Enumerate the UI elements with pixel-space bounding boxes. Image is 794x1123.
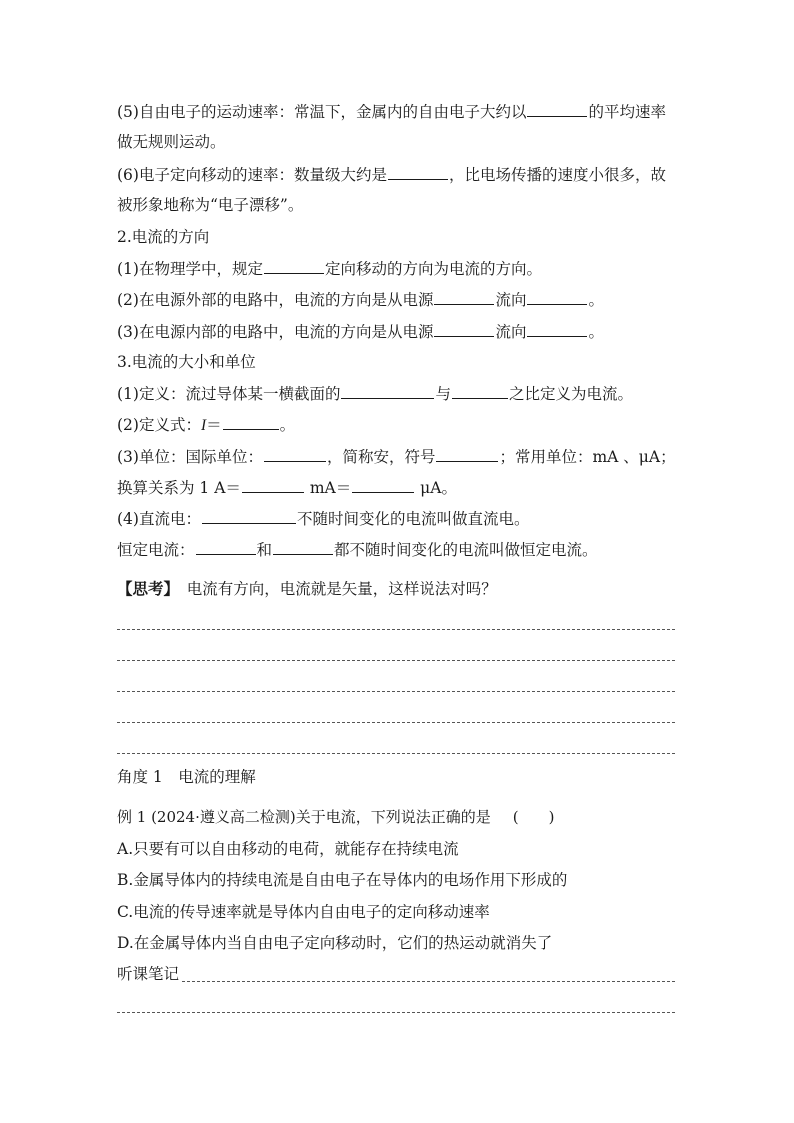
text: (4)直流电： [117, 510, 201, 528]
text: 之比定义为电流。 [508, 385, 633, 403]
symbol-i: I [200, 417, 207, 434]
text: (1)在物理学中，规定 [117, 260, 263, 278]
fill-blank[interactable] [273, 538, 333, 555]
think-text: 电流有方向，电流就是矢量，这样说法对吗？ [186, 580, 497, 598]
constant-current-line [117, 538, 697, 561]
fill-blank[interactable] [352, 476, 414, 493]
fill-blank[interactable] [452, 382, 508, 399]
answer-line-3[interactable] [117, 691, 675, 692]
item-6-line-1 [117, 163, 697, 186]
fill-blank[interactable] [527, 288, 587, 305]
option-a[interactable]: A.只要有可以自由移动的电荷，就能存在持续电流 [117, 840, 459, 858]
option-c[interactable]: C.电流的传导速率就是导体内自由电子的定向移动速率 [117, 903, 490, 921]
text: 定向移动的方向为电流的方向。 [324, 260, 542, 278]
fill-blank[interactable] [242, 476, 304, 493]
magnitude-item-3 [117, 445, 697, 468]
angle-title: 角度 1 电流的理解 [117, 768, 256, 786]
example-text: 例 1 (2024·遵义高二检测)关于电流，下列说法正确的是 [117, 808, 491, 826]
text: mA＝ [304, 479, 352, 497]
text: 和 [256, 541, 273, 559]
fill-blank[interactable] [434, 320, 494, 337]
text: 。 [588, 323, 604, 341]
direction-item-3 [117, 320, 697, 343]
text: 流向 [495, 323, 527, 341]
text: 换算关系为 1 A＝ [117, 479, 241, 497]
item-5-line-2: 做无规则运动。 [117, 133, 226, 151]
notes-line-2[interactable] [117, 1012, 675, 1013]
fill-blank[interactable] [264, 445, 326, 462]
text: 恒定电流： [117, 541, 195, 559]
option-b[interactable]: B.金属导体内的持续电流是自由电子在导体内的电场作用下形成的 [117, 871, 568, 889]
answer-line-1[interactable] [117, 629, 675, 630]
example-question [117, 806, 697, 828]
fill-blank[interactable] [436, 445, 498, 462]
answer-line-5[interactable] [117, 753, 675, 754]
text: 。 [279, 416, 296, 434]
text: 流向 [495, 291, 527, 309]
fill-blank[interactable] [264, 257, 324, 274]
section-heading-magnitude-unit: 3.电流的大小和单位 [117, 353, 256, 371]
magnitude-item-4 [117, 507, 697, 530]
think-question [117, 578, 697, 600]
item-5-line-1 [117, 100, 697, 123]
text: 都不随时间变化的电流叫做恒定电流。 [334, 541, 598, 559]
answer-parentheses[interactable]: ( ) [512, 808, 555, 826]
text: ＝ [206, 416, 222, 434]
text: 与 [435, 385, 451, 403]
text: ，简称安，符号 [326, 448, 436, 466]
text: (2)定义式： [117, 416, 201, 434]
text: (1)定义：流过导体某一横截面的 [117, 385, 341, 403]
magnitude-item-1 [117, 382, 697, 405]
fill-blank[interactable] [434, 288, 494, 305]
fill-blank[interactable] [341, 382, 434, 399]
fill-blank[interactable] [527, 320, 587, 337]
text: 。 [588, 291, 604, 309]
fill-blank[interactable] [527, 100, 587, 117]
direction-item-2 [117, 288, 697, 311]
text: (3)单位：国际单位： [117, 448, 263, 466]
text: ；常用单位：mA 、μA； [499, 448, 676, 466]
fill-blank[interactable] [223, 413, 279, 430]
text: (5)自由电子的运动速率：常温下，金属内的自由电子大约以 [117, 103, 527, 121]
option-d[interactable]: D.在金属导体内当自由电子定向移动时，它们的热运动就消失了 [117, 934, 553, 952]
answer-line-4[interactable] [117, 722, 675, 723]
text: 不随时间变化的电流叫做直流电。 [296, 510, 530, 528]
text: (2)在电源外部的电路中，电流的方向是从电源 [117, 291, 434, 309]
section-heading-current-direction: 2.电流的方向 [117, 228, 210, 246]
text: 的平均速率 [588, 103, 666, 121]
notes-label: 听课笔记 [117, 965, 180, 983]
fill-blank[interactable] [202, 507, 296, 524]
text: ，比电场传播的速度小很多，故 [448, 166, 666, 184]
fill-blank[interactable] [196, 538, 256, 555]
text: μA。 [415, 479, 457, 497]
text: (3)在电源内部的电路中，电流的方向是从电源 [117, 323, 434, 341]
think-label: 【思考】 [117, 579, 180, 598]
notes-line-1[interactable] [182, 981, 675, 982]
direction-item-1 [117, 257, 697, 280]
magnitude-item-2 [117, 413, 697, 437]
item-6-line-2: 被形象地称为“电子漂移”。 [117, 196, 304, 214]
fill-blank[interactable] [388, 163, 448, 180]
answer-line-2[interactable] [117, 660, 675, 661]
text: (6)电子定向移动的速率：数量级大约是 [117, 166, 387, 184]
magnitude-item-3-conversion [117, 476, 697, 499]
